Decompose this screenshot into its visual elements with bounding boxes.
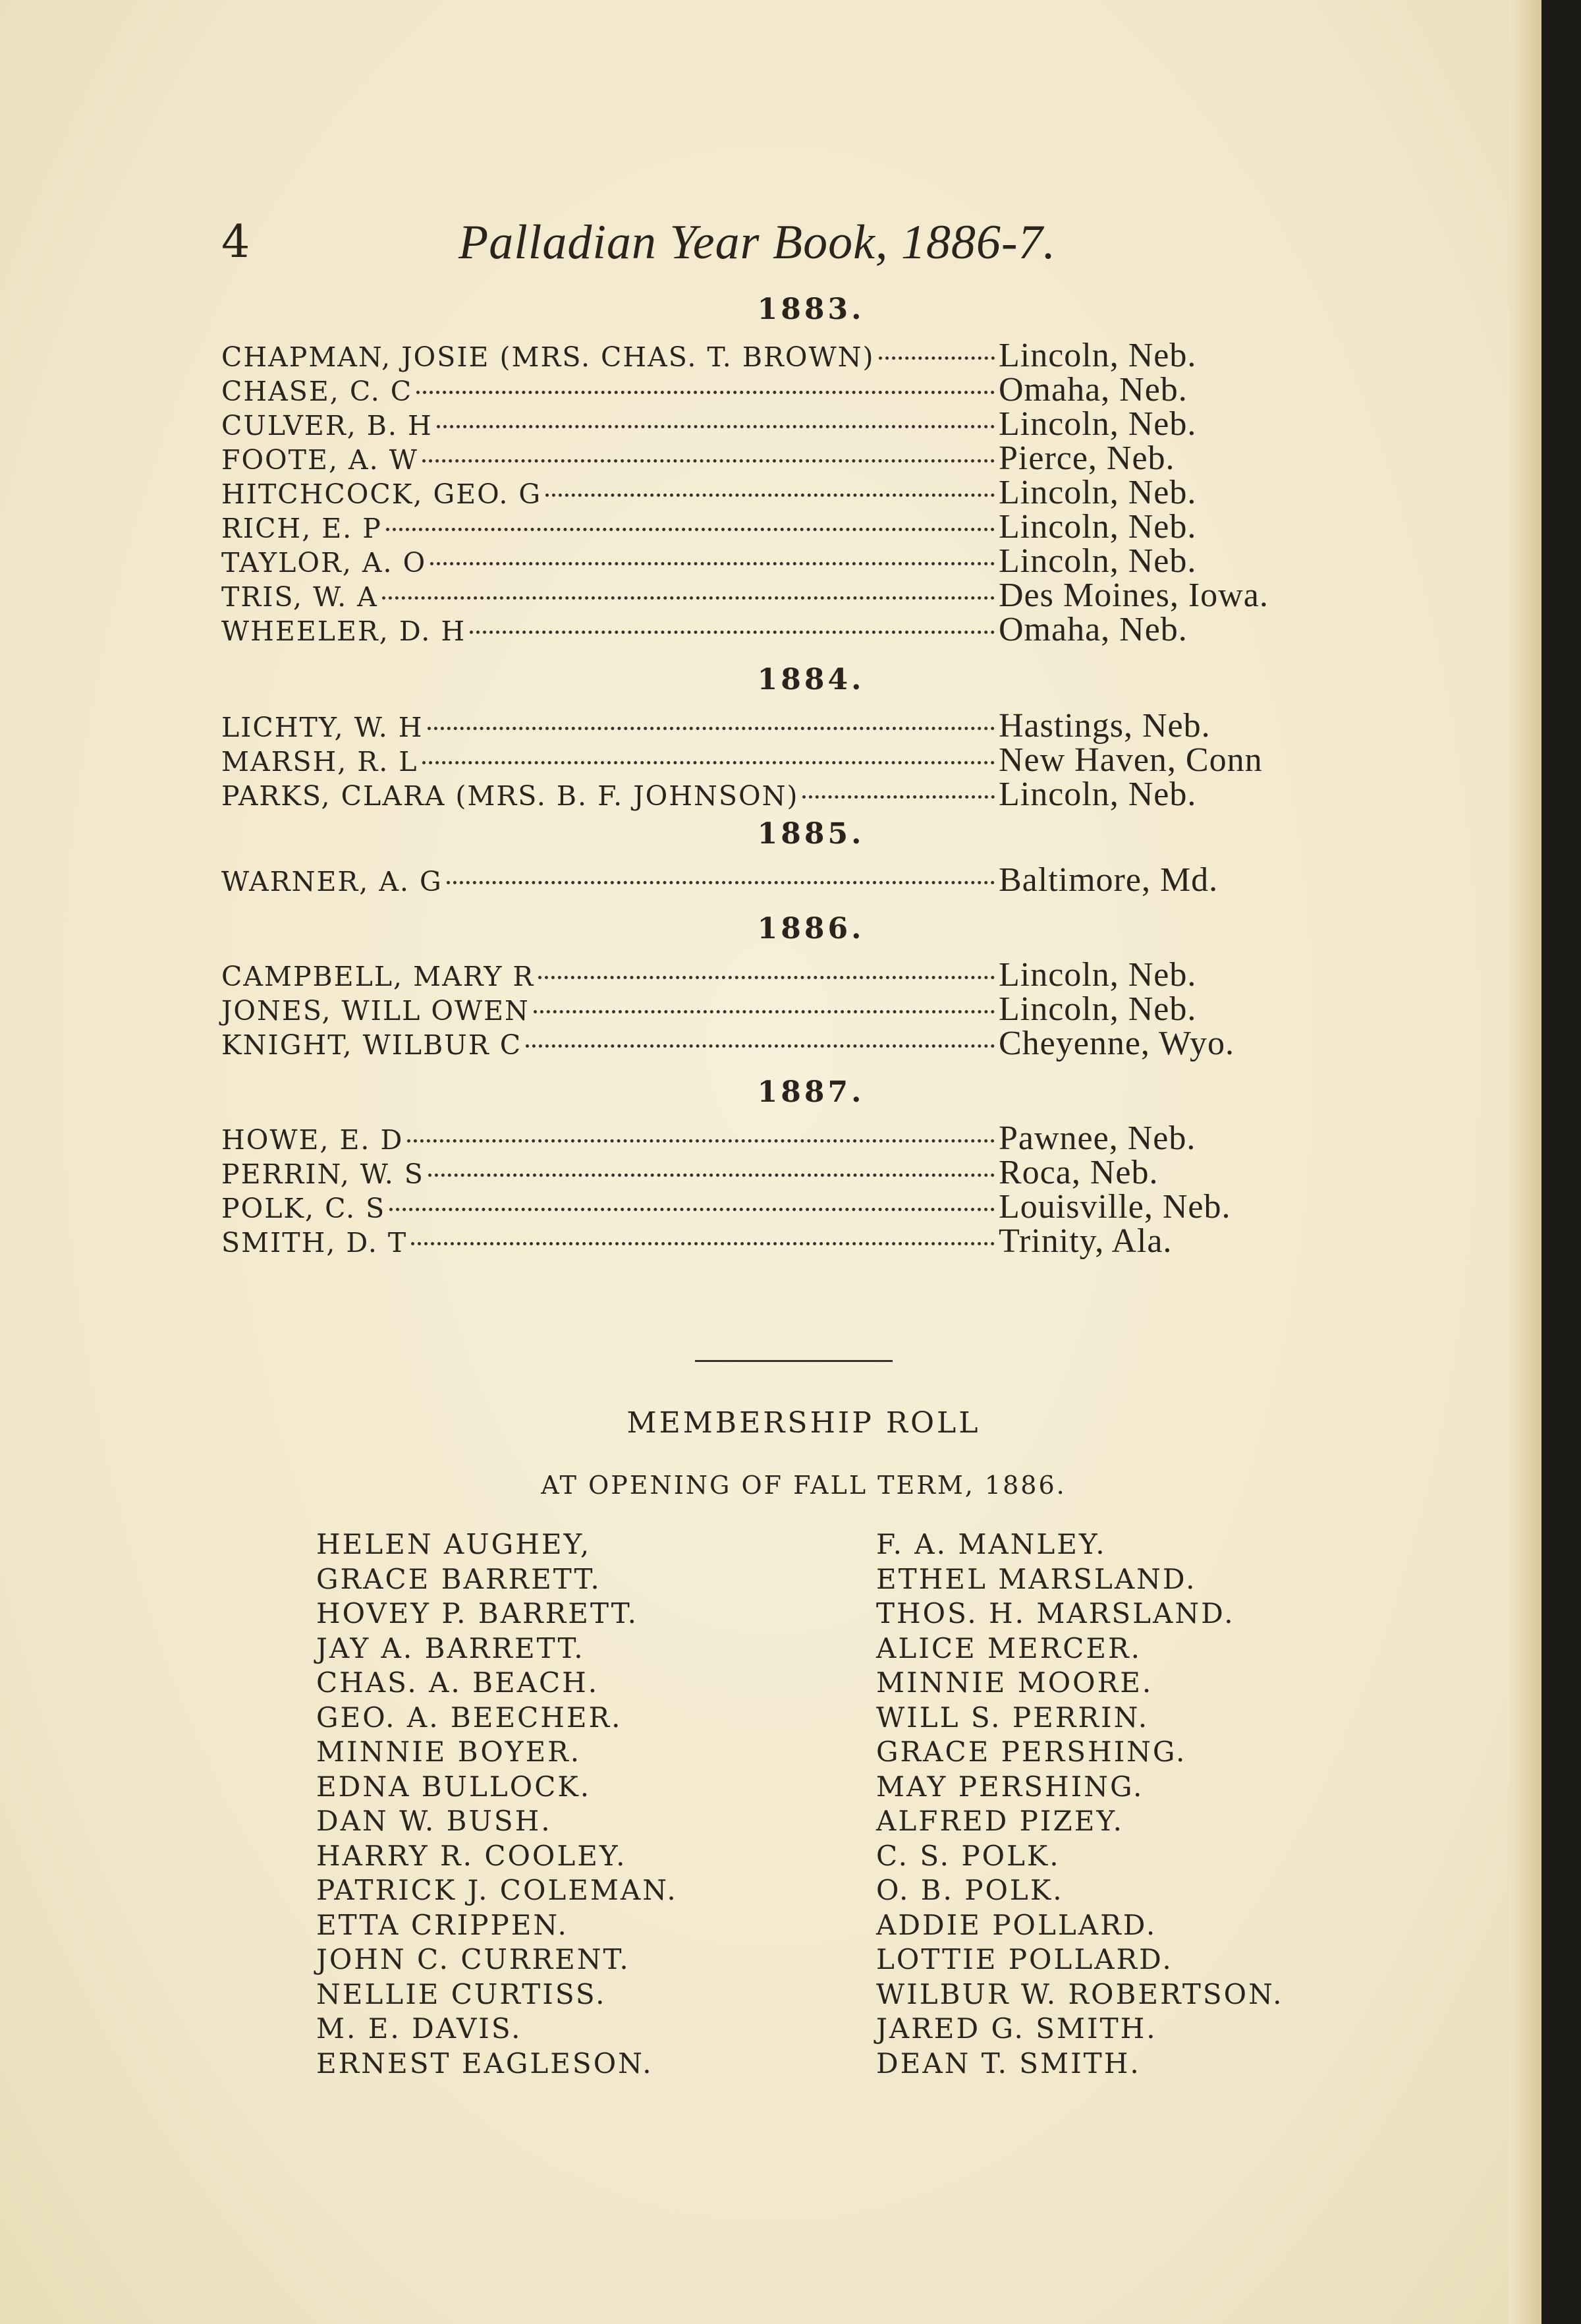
member-name: DAN W. BUSH. (316, 1805, 552, 1837)
alumni-name: TAYLOR, A. O (221, 547, 427, 579)
alumni-residence: Lincoln, Neb. (999, 474, 1197, 511)
dot-leader (437, 425, 995, 428)
page-edge (1509, 0, 1541, 2324)
alumni-name: WHEELER, D. H (221, 615, 466, 647)
dot-leader (802, 795, 995, 799)
member-name: GRACE PERSHING. (876, 1736, 1187, 1768)
alumni-residence: Roca, Neb. (999, 1154, 1159, 1191)
dot-leader (538, 976, 995, 979)
year-heading: 1884. (757, 663, 865, 696)
alumni-residence: Cheyenne, Wyo. (999, 1025, 1234, 1062)
member-name: M. E. DAVIS. (316, 2012, 522, 2045)
member-name: HARRY R. COOLEY. (316, 1839, 627, 1872)
member-name: MAY PERSHING. (876, 1770, 1144, 1803)
alumni-name: KNIGHT, WILBUR C (221, 1029, 522, 1061)
alumni-name: RICH, E. P (221, 513, 382, 544)
alumni-name: WARNER, A. G (221, 866, 443, 897)
alumni-entry (221, 579, 1341, 613)
alumni-residence: Lincoln, Neb. (999, 990, 1197, 1028)
membership-column-right (876, 1527, 1469, 2081)
member-name: F. A. MANLEY. (876, 1528, 1107, 1560)
year-section (221, 1073, 1341, 1259)
alumni-name: FOOTE, A. W (221, 444, 418, 476)
alumni-entry (221, 407, 1341, 441)
alumni-residence: Lincoln, Neb. (999, 956, 1197, 994)
dot-leader (428, 1174, 995, 1177)
alumni-entry (221, 1121, 1341, 1156)
member-name: WILL S. PERRIN. (876, 1701, 1150, 1734)
alumni-name: JONES, WILL OWEN (221, 995, 530, 1027)
alumni-entry (221, 863, 1341, 897)
dot-leader (430, 562, 995, 565)
alumni-residence: Lincoln, Neb. (999, 776, 1197, 813)
member-name: HELEN AUGHEY, (316, 1528, 592, 1560)
alumni-name: POLK, C. S (221, 1193, 386, 1224)
year-heading: 1886. (757, 912, 865, 946)
alumni-entry (221, 1224, 1341, 1259)
alumni-entry (221, 441, 1341, 476)
alumni-name: LICHTY, W. H (221, 712, 424, 743)
year-heading: 1883. (757, 293, 865, 326)
alumni-residence: Lincoln, Neb. (999, 542, 1197, 580)
alumni-name: PARKS, CLARA (MRS. B. F. JOHNSON) (221, 780, 799, 812)
member-name: THOS. H. MARSLAND. (876, 1597, 1235, 1630)
dot-leader (382, 596, 995, 600)
member-name: ERNEST EAGLESON. (316, 2047, 653, 2080)
alumni-residence: Omaha, Neb. (999, 371, 1188, 409)
membership-roll-subtitle: AT OPENING OF FALL TERM, 1886. (541, 1471, 1067, 1500)
year-section (221, 660, 1341, 812)
alumni-entry (221, 476, 1341, 510)
member-name: DEAN T. SMITH. (876, 2047, 1141, 2080)
member-name: ETTA CRIPPEN. (316, 1908, 569, 1941)
member-name: MINNIE MOORE. (876, 1666, 1153, 1699)
member-name: WILBUR W. ROBERTSON. (876, 1977, 1284, 2010)
alumni-residence: Lincoln, Neb. (999, 405, 1197, 443)
member-name: NELLIE CURTISS. (316, 1977, 607, 2010)
alumni-entry (221, 743, 1341, 778)
member-name: PATRICK J. COLEMAN. (316, 1874, 678, 1906)
member-name: CHAS. A. BEACH. (316, 1666, 599, 1699)
section-divider (695, 1360, 893, 1362)
dot-leader (879, 356, 995, 360)
member-name: JARED G. SMITH. (876, 2012, 1157, 2045)
dot-leader (407, 1139, 995, 1143)
alumni-name: MARSH, R. L (221, 746, 418, 778)
member-name: O. B. POLK. (876, 1874, 1064, 1906)
member-name: JAY A. BARRETT. (316, 1631, 585, 1664)
member-name: HOVEY P. BARRETT. (316, 1597, 638, 1630)
dot-leader (416, 391, 995, 394)
alumni-entry (221, 373, 1341, 407)
alumni-name: TRIS, W. A (221, 581, 378, 613)
page-header (221, 210, 1368, 275)
alumni-name: CHASE, C. C (221, 376, 413, 407)
alumni-residence: Pawnee, Neb. (999, 1119, 1196, 1157)
dot-leader (447, 881, 995, 884)
membership-roll-title: MEMBERSHIP ROLL (626, 1406, 981, 1440)
alumni-residence: Hastings, Neb. (999, 707, 1211, 745)
membership-column-left (316, 1527, 909, 2081)
alumni-name: SMITH, D. T (221, 1227, 408, 1259)
member-name: LOTTIE POLLARD. (876, 1943, 1173, 1975)
year-section (221, 290, 1341, 647)
alumni-name: CAMPBELL, MARY R (221, 961, 535, 992)
alumni-residence: Pierce, Neb. (999, 439, 1175, 477)
alumni-residence: Lincoln, Neb. (999, 508, 1197, 546)
alumni-name: PERRIN, W. S (221, 1158, 424, 1190)
member-name: ETHEL MARSLAND. (876, 1562, 1197, 1595)
member-name: C. S. POLK. (876, 1839, 1061, 1872)
dot-leader (389, 1208, 995, 1211)
alumni-name: CHAPMAN, JOSIE (MRS. CHAS. T. BROWN) (221, 341, 875, 373)
alumni-residence: Lincoln, Neb. (999, 337, 1197, 374)
member-name: GEO. A. BEECHER. (316, 1701, 623, 1734)
alumni-entry (221, 613, 1341, 647)
dot-leader (470, 631, 995, 634)
dot-leader (428, 727, 995, 730)
alumni-name: HITCHCOCK, GEO. G (221, 478, 542, 510)
alumni-entry (221, 709, 1341, 743)
year-heading: 1887. (757, 1075, 865, 1109)
dot-leader (526, 1044, 995, 1048)
member-name: ADDIE POLLARD. (876, 1908, 1157, 1941)
alumni-entry (221, 510, 1341, 544)
alumni-listing (221, 290, 1341, 1259)
member-name: MINNIE BOYER. (316, 1736, 582, 1768)
dot-leader (386, 528, 995, 531)
alumni-entry (221, 778, 1341, 812)
alumni-residence: Des Moines, Iowa. (999, 577, 1269, 614)
dot-leader (534, 1010, 995, 1013)
alumni-residence: Baltimore, Md. (999, 861, 1219, 899)
page-number: 4 (221, 216, 250, 268)
year-section (221, 909, 1341, 1061)
running-title: Palladian Year Book, 1886-7. (458, 215, 1057, 269)
alumni-entry (221, 1027, 1341, 1061)
alumni-residence: Omaha, Neb. (999, 611, 1188, 648)
dot-leader (422, 459, 995, 463)
alumni-residence: Louisville, Neb. (999, 1188, 1231, 1226)
member-name: ALICE MERCER. (876, 1631, 1142, 1664)
dot-leader (422, 761, 995, 764)
alumni-name: CULVER, B. H (221, 410, 433, 441)
alumni-entry (221, 1156, 1341, 1190)
dot-leader (545, 494, 995, 497)
member-name: ALFRED PIZEY. (876, 1805, 1124, 1837)
year-section (221, 814, 1341, 897)
alumni-residence: Trinity, Ala. (999, 1222, 1173, 1260)
dot-leader (411, 1242, 995, 1245)
alumni-entry (221, 958, 1341, 992)
alumni-residence: New Haven, Conn (999, 741, 1263, 779)
alumni-entry (221, 544, 1341, 579)
alumni-entry (221, 339, 1341, 373)
alumni-name: HOWE, E. D (221, 1124, 404, 1156)
member-name: EDNA BULLOCK. (316, 1770, 592, 1803)
member-name: JOHN C. CURRENT. (316, 1943, 630, 1975)
alumni-entry (221, 1190, 1341, 1224)
alumni-entry (221, 992, 1341, 1027)
year-heading: 1885. (757, 817, 865, 851)
member-name: GRACE BARRETT. (316, 1562, 601, 1595)
